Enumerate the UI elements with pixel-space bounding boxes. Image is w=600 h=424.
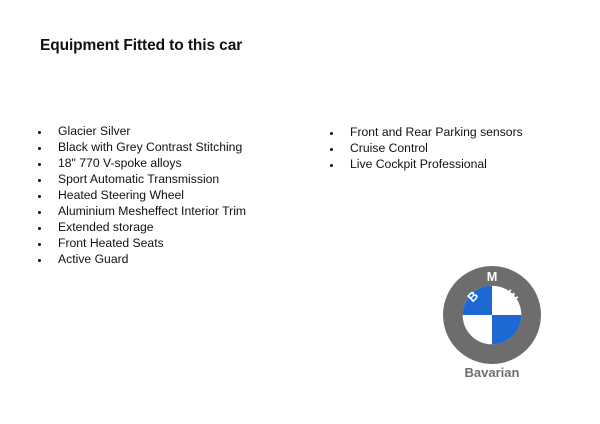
list-item: Heated Steering Wheel bbox=[37, 187, 246, 203]
logo-letter: M bbox=[486, 268, 498, 284]
list-item: Active Guard bbox=[37, 251, 246, 267]
list-item: Live Cockpit Professional bbox=[329, 156, 523, 172]
list-item: Glacier Silver bbox=[37, 123, 246, 139]
list-item: Aluminium Mesheffect Interior Trim bbox=[37, 203, 246, 219]
list-item: Extended storage bbox=[37, 219, 246, 235]
list-item: Front and Rear Parking sensors bbox=[329, 124, 523, 140]
logo-letter: B bbox=[464, 287, 482, 305]
logo-letter: W bbox=[501, 286, 521, 306]
page-title: Equipment Fitted to this car bbox=[40, 37, 243, 54]
equipment-list-left bbox=[37, 123, 246, 267]
dealer-name: Bavarian bbox=[464, 365, 520, 380]
list-item: Cruise Control bbox=[329, 140, 523, 156]
list-item: Front Heated Seats bbox=[37, 235, 246, 251]
list-item: Black with Grey Contrast Stitching bbox=[37, 139, 246, 155]
list-item: 18" 770 V-spoke alloys bbox=[37, 155, 246, 171]
list-item: Sport Automatic Transmission bbox=[37, 171, 246, 187]
equipment-list-right bbox=[329, 124, 523, 172]
bmw-logo-icon bbox=[443, 266, 541, 364]
